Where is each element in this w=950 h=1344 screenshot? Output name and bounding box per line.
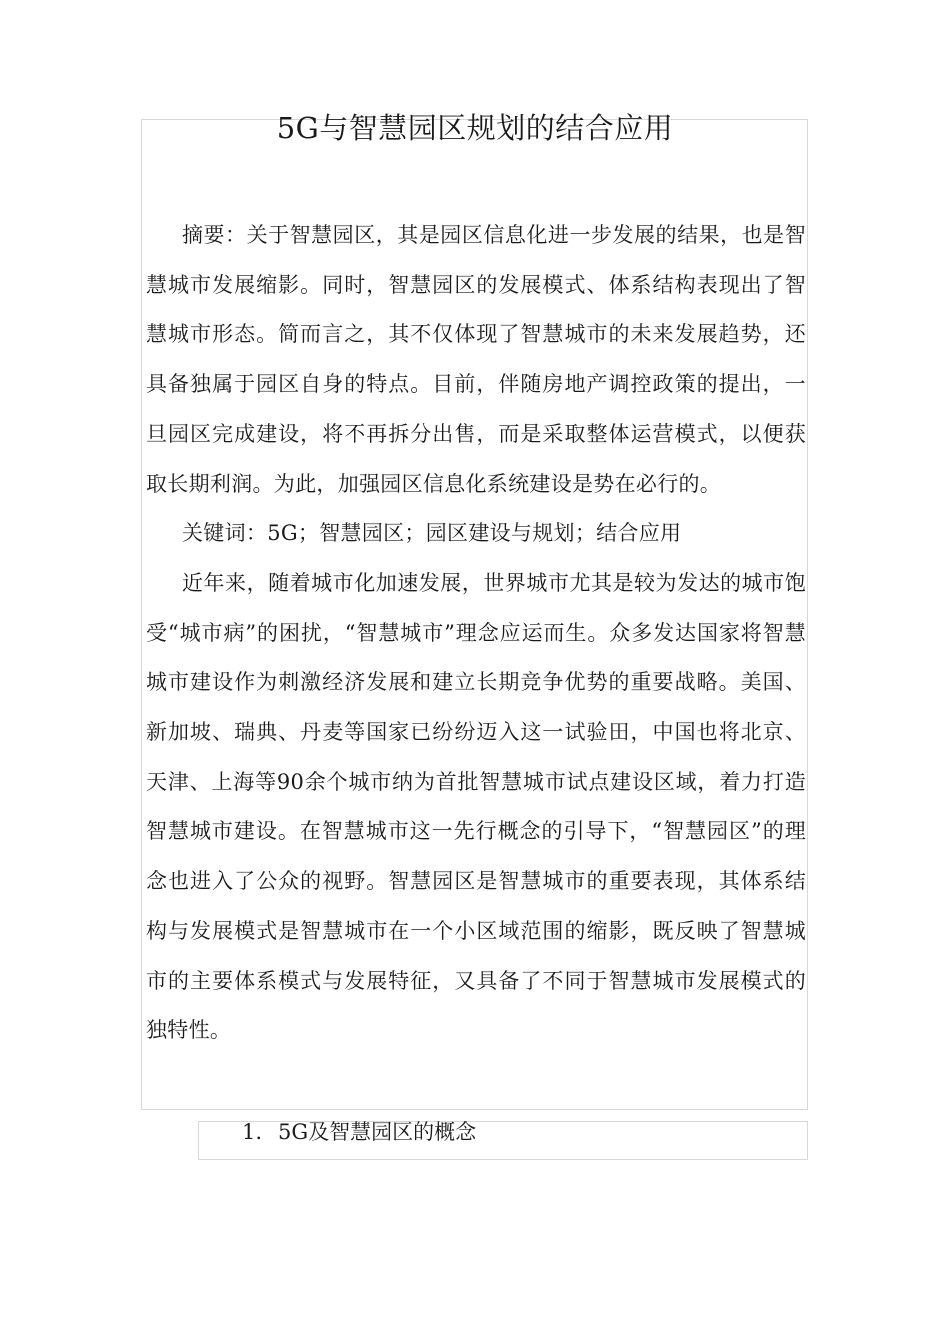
introduction-paragraph: 近年来，随着城市化加速发展，世界城市尤其是较为发达的城市饱受“城市病”的困扰，“智慧城市”理念应运而生。众多发达国家将智慧城市建设作为刺激经济发展和建立长期竞争优势的重要战略。美国、新加坡、瑞典、丹麦等国家已纷纷迈入这一试验田，中国也将北京、天津、上海等90余个城市纳为首批智慧城市试点建设区域，着力打造智慧城市建设。在智慧城市这一先行概念的引导下，“智慧园区”的理念也进入了公众的视野。智慧园区是智慧城市的重要表现，其体系结构与发展模式是智慧城市在一个小区域范围的缩影，既反映了智慧城市的主要体系模式与发展特征，又具备了不同于智慧城市发展模式的独特性。 <box>146 570 806 1043</box>
section-heading <box>242 1115 476 1149</box>
document-title: 5G与智慧园区规划的结合应用 <box>276 111 674 145</box>
section-title: 5G及智慧园区的概念 <box>278 1120 477 1144</box>
section-number: 1. <box>242 1120 263 1144</box>
document-body <box>146 211 806 1056</box>
keywords-paragraph: 关键词：5G；智慧园区；园区建设与规划；结合应用 <box>182 521 682 546</box>
abstract-paragraph: 摘要：关于智慧园区，其是园区信息化进一步发展的结果，也是智慧城市发展缩影。同时，智慧园区的发展模式、体系结构表现出了智慧城市形态。简而言之，其不仅体现了智慧城市的未来发展趋势，还具备独属于园区自身的特点。目前，伴随房地产调控政策的提出，一旦园区完成建设，将不再拆分出售，而是采取整体运营模式，以便获取长期利润。为此，加强园区信息化系统建设是势在必行的。 <box>146 223 806 496</box>
